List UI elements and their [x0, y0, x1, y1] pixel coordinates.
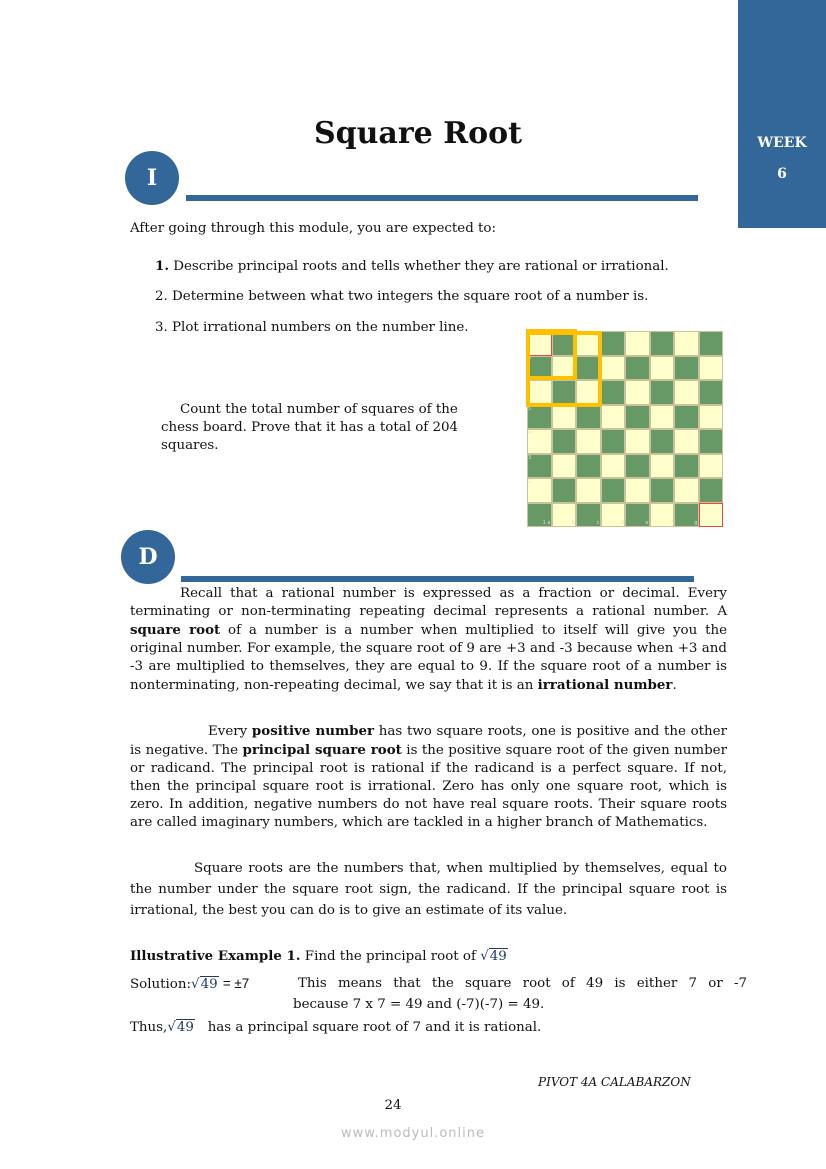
board-square	[674, 405, 699, 430]
board-square	[625, 405, 650, 430]
board-square	[552, 429, 577, 454]
objective-3	[155, 319, 469, 337]
board-square	[625, 356, 650, 381]
solution-explanation-2: because 7 x 7 = 49 and (-7)(-7) = 49.	[293, 997, 545, 1012]
board-square: g	[674, 503, 699, 528]
board-square	[576, 429, 601, 454]
sqrt-49: √49	[480, 949, 507, 964]
objective-num: 1.	[155, 258, 169, 274]
board-square	[699, 454, 724, 479]
board-square: 6	[527, 380, 552, 405]
text-run: of a number is a number when multiplied to itself will give you the original number. For example, the square root of 9 are +3 and -3 because when +3 and -3 are multiplied to themselves, they are equal to 9. If the square root of a number is nonterminating, non-repeating decimal, we say that it is an	[130, 623, 727, 693]
section-i-divider	[186, 195, 698, 201]
text-run: has two square roots, one is positive and the other is negative. The	[130, 724, 727, 758]
chess-board	[527, 331, 723, 527]
objective-text: Describe principal roots and tells whether they are rational or irrational.	[173, 259, 669, 274]
bold-term: square root	[130, 622, 221, 638]
thus-line	[130, 1020, 541, 1035]
board-square: c	[576, 503, 601, 528]
thus-label: Thus,	[130, 1020, 168, 1035]
board-square: e	[625, 503, 650, 528]
board-square: b	[552, 503, 577, 528]
objective-1	[155, 257, 669, 276]
board-square	[601, 478, 626, 503]
intro-text: After going through this module, you are expected to:	[130, 221, 496, 236]
board-square	[601, 454, 626, 479]
board-square	[650, 478, 675, 503]
objective-num: 2.	[155, 289, 168, 304]
solution-label: Solution:	[130, 977, 192, 992]
board-square	[625, 454, 650, 479]
footer-source: PIVOT 4A CALABARZON	[538, 1075, 691, 1089]
text-run: .	[672, 678, 677, 693]
paragraph-principal-root	[130, 722, 727, 832]
text-run: Recall that a rational number is expressed as a fraction or decimal. Every terminating or non-terminating repeating decimal represents a rational number. A	[130, 586, 727, 619]
board-square	[601, 405, 626, 430]
paragraph-estimate: Square roots are the numbers that, when multiplied by themselves, equal to the number under the square root sign, the radicand. If the principal square root is irrational, the best you can do is to give an estimate of its value.	[130, 861, 727, 918]
thus-text: has a principal square root of 7 and it is rational.	[207, 1020, 542, 1035]
paragraph-rational	[130, 585, 727, 695]
chess-prompt: Count the total number of squares of the chess board. Prove that it has a total of 204 squares.	[161, 402, 459, 453]
board-square	[674, 356, 699, 381]
board-square	[625, 380, 650, 405]
page-title: Square Root	[313, 116, 523, 151]
week-tab	[738, 0, 826, 228]
board-square: 7	[527, 356, 552, 381]
board-square: f	[650, 503, 675, 528]
solution-result: = ±7	[222, 976, 250, 991]
board-square	[650, 429, 675, 454]
sqrt-49: √49	[191, 977, 218, 992]
board-square	[699, 380, 724, 405]
board-square: 4	[527, 429, 552, 454]
board-square	[576, 405, 601, 430]
week-number: 6	[777, 166, 787, 182]
board-square	[674, 331, 699, 356]
board-square: d	[601, 503, 626, 528]
watermark: www.modyul.online	[340, 1126, 486, 1141]
objective-num: 3.	[155, 320, 168, 335]
objective-2	[155, 288, 648, 306]
board-square	[625, 331, 650, 356]
board-square	[699, 478, 724, 503]
board-square	[552, 454, 577, 479]
solution-line	[130, 976, 249, 992]
board-square	[625, 429, 650, 454]
text-run: is the positive square root of the given number or radicand. The principal root is rational if the radicand is a perfect square. If not, then the principal square root is irrational. Zero has only one square root, which is zero. In addition, negative numbers do not have real square roots. Their square roots are called imaginary numbers, which are tackled in a higher branch of Mathematics.	[130, 743, 727, 830]
board-square	[650, 454, 675, 479]
board-square	[674, 380, 699, 405]
board-square	[625, 478, 650, 503]
board-square	[699, 503, 724, 528]
board-square	[699, 356, 724, 381]
highlight-box	[526, 331, 602, 407]
board-square	[699, 405, 724, 430]
board-square	[576, 478, 601, 503]
objective-text: Determine between what two integers the square root of a number is.	[172, 289, 649, 304]
bold-term: positive number	[251, 723, 375, 739]
radicand: 49	[489, 949, 507, 964]
board-square	[601, 380, 626, 405]
section-d-badge: D	[121, 530, 175, 584]
board-square	[650, 405, 675, 430]
bold-term: irrational number	[537, 677, 673, 693]
section-d-divider	[181, 576, 694, 582]
example-heading-line	[130, 948, 508, 964]
board-square	[699, 429, 724, 454]
board-square	[674, 454, 699, 479]
board-square	[576, 454, 601, 479]
radicand: 49	[176, 1020, 194, 1035]
board-square	[601, 331, 626, 356]
text-run: Every	[208, 724, 252, 739]
board-square: 2	[527, 478, 552, 503]
board-square: 5	[527, 405, 552, 430]
week-label: WEEK	[757, 135, 807, 151]
board-square	[650, 380, 675, 405]
board-square	[674, 478, 699, 503]
example-heading: Illustrative Example 1.	[130, 948, 301, 964]
section-i-badge: I	[125, 151, 179, 205]
board-square: 3	[527, 454, 552, 479]
bold-term: principal square root	[242, 742, 402, 758]
page-number: 24	[384, 1098, 402, 1113]
board-square	[601, 429, 626, 454]
sqrt-49: √49	[167, 1020, 194, 1035]
board-square	[552, 478, 577, 503]
board-square	[699, 331, 724, 356]
example-prompt: Find the principal root of	[304, 949, 476, 964]
board-square	[650, 331, 675, 356]
solution-explanation: This means that the square root of 49 is either 7 or -7	[298, 976, 747, 991]
board-square	[674, 429, 699, 454]
board-square	[650, 356, 675, 381]
objective-text: Plot irrational numbers on the number line.	[172, 320, 469, 335]
radicand: 49	[200, 977, 218, 992]
board-square	[552, 405, 577, 430]
board-square: 1 a	[527, 503, 552, 528]
board-square	[601, 356, 626, 381]
